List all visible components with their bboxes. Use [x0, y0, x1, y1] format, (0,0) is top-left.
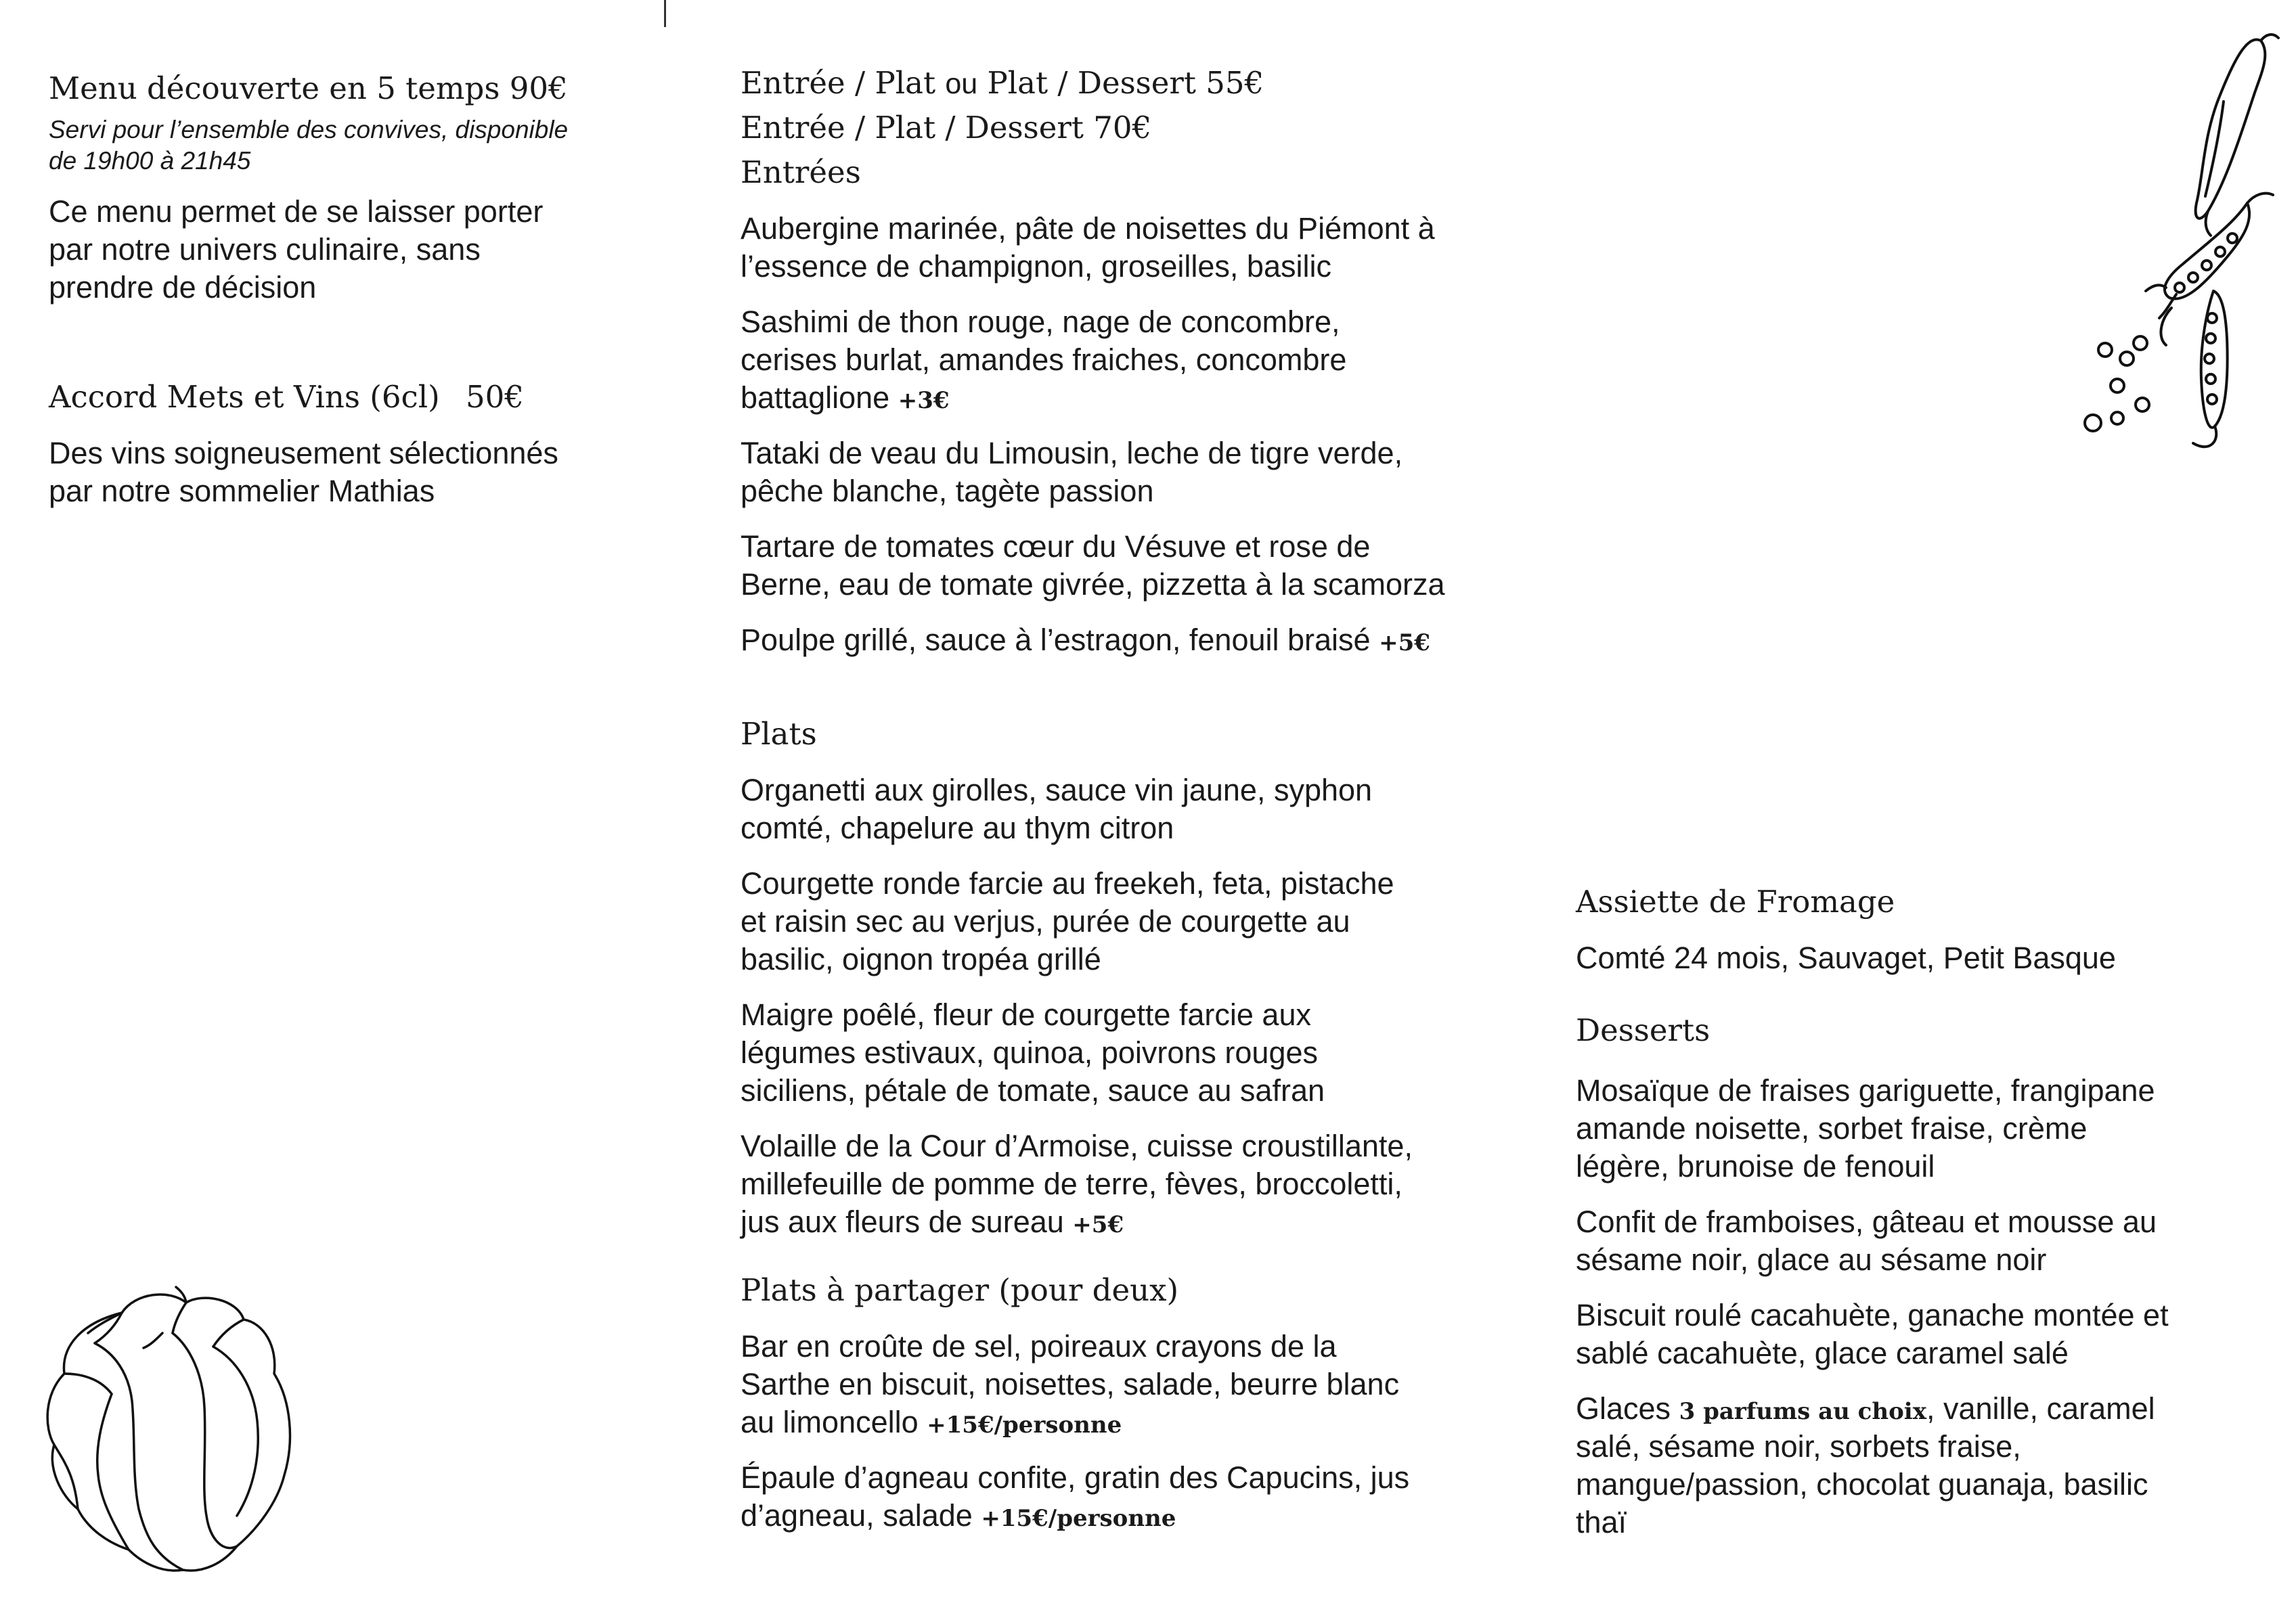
fromage-title: Assiette de Fromage: [1576, 884, 1895, 920]
formula-1: [741, 61, 1264, 106]
plat-4-line2: millefeuille de pomme de terre, fèves, broccoletti,: [741, 1167, 1403, 1201]
dessert-3-line2: sablé cacahuète, glace caramel salé: [1576, 1336, 2069, 1370]
entree-5-line1: [741, 621, 1430, 662]
entree-2-line3: [741, 379, 950, 420]
entree-2-extra: +3€: [898, 387, 950, 414]
dessert-1-line2: amande noisette, sorbet fraise, crème: [1576, 1111, 2088, 1146]
entree-5-extra: +5€: [1379, 629, 1430, 656]
entree-5-text: Poulpe grillé, sauce à l’estragon, fenouil braisé: [741, 623, 1371, 657]
entree-2-line2: cerises burlat, amandes fraiches, concombre: [741, 342, 1347, 377]
dessert-2-line1: Confit de framboises, gâteau et mousse au: [1576, 1204, 2157, 1239]
entrees-title: Entrées: [741, 154, 861, 190]
formula-1-a: Entrée / Plat: [741, 65, 936, 101]
dessert-4-line1: [1576, 1390, 2155, 1431]
fold-mark: [664, 0, 666, 27]
plat-1-line2: comté, chapelure au thym citron: [741, 811, 1174, 845]
pepper-sketch-icon: [20, 1272, 311, 1590]
plat-2-line1: Courgette ronde farcie au freekeh, feta, pistache: [741, 866, 1394, 901]
partager-1-line3: [741, 1403, 1122, 1444]
decouverte-desc-line3: prendre de décision: [49, 270, 317, 305]
entree-3-line1: Tataki de veau du Limousin, leche de tigre verde,: [741, 436, 1403, 470]
accord-title-text: Accord Mets et Vins (6cl): [49, 379, 440, 415]
accord-desc-line2: par notre sommelier Mathias: [49, 474, 435, 508]
plat-4-extra: +5€: [1072, 1211, 1124, 1238]
decouverte-title: Menu découverte en 5 temps 90€: [49, 70, 568, 106]
partager-1-line2: Sarthe en biscuit, noisettes, salade, beurre blanc: [741, 1367, 1400, 1401]
dessert-3-line1: Biscuit roulé cacahuète, ganache montée et: [1576, 1298, 2169, 1332]
plat-3-line3: siciliens, pétale de tomate, sauce au safran: [741, 1073, 1325, 1108]
entree-4-line2: Berne, eau de tomate givrée, pizzetta à la scamorza: [741, 567, 1445, 602]
formula-1-b: Plat / Dessert 55€: [987, 65, 1264, 101]
partager-1-extra: +15€/personne: [927, 1412, 1122, 1439]
accord-price: 50€: [465, 379, 524, 415]
plat-3-line1: Maigre poêlé, fleur de courgette farcie aux: [741, 997, 1311, 1032]
plats-title: Plats: [741, 716, 817, 752]
dessert-4-prefix: Glaces: [1576, 1391, 1671, 1426]
formula-1-ou: ou: [945, 68, 978, 100]
dessert-4-suffix: , vanille, caramel: [1926, 1391, 2155, 1426]
plat-4-line1: Volaille de la Cour d’Armoise, cuisse croustillante,: [741, 1129, 1413, 1163]
entree-2-line3-text: battaglione: [741, 380, 890, 415]
partager-title: Plats à partager (pour deux): [741, 1272, 1179, 1308]
decouverte-note-line2: de 19h00 à 21h45: [49, 147, 251, 175]
accord-title: [49, 375, 524, 420]
desserts-title: Desserts: [1576, 1012, 1710, 1048]
entree-4-line1: Tartare de tomates cœur du Vésuve et rose de: [741, 529, 1371, 564]
pea-pods-sketch-icon: [2058, 20, 2288, 453]
fromage-desc: Comté 24 mois, Sauvaget, Petit Basque: [1576, 941, 2116, 975]
decouverte-desc-line1: Ce menu permet de se laisser porter: [49, 194, 544, 229]
dessert-4-line3: mangue/passion, chocolat guanaja, basilic: [1576, 1467, 2148, 1502]
partager-2-line2: [741, 1497, 1176, 1537]
entree-3-line2: pêche blanche, tagète passion: [741, 474, 1154, 508]
dessert-1-line1: Mosaïque de fraises gariguette, frangipane: [1576, 1073, 2155, 1108]
entree-1-line2: l’essence de champignon, groseilles, basilic: [741, 249, 1331, 284]
accord-desc-line1: Des vins soigneusement sélectionnés: [49, 436, 558, 470]
dessert-4-line4: thaï: [1576, 1505, 1627, 1539]
decouverte-note-line1: Servi pour l’ensemble des convives, disponible: [49, 116, 569, 143]
formula-2: Entrée / Plat / Dessert 70€: [741, 110, 1152, 145]
plat-2-line2: et raisin sec au verjus, purée de courgette au: [741, 904, 1350, 939]
partager-1-line3-text: au limoncello: [741, 1405, 919, 1439]
plat-4-line3: [741, 1203, 1124, 1244]
entree-2-line1: Sashimi de thon rouge, nage de concombre,: [741, 305, 1340, 339]
partager-1-line1: Bar en croûte de sel, poireaux crayons de la: [741, 1329, 1337, 1364]
plat-3-line2: légumes estivaux, quinoa, poivrons rouges: [741, 1035, 1319, 1070]
dessert-2-line2: sésame noir, glace au sésame noir: [1576, 1242, 2047, 1277]
entree-1-line1: Aubergine marinée, pâte de noisettes du Piémont à: [741, 211, 1435, 246]
partager-2-line2-text: d’agneau, salade: [741, 1498, 973, 1533]
partager-2-line1: Épaule d’agneau confite, gratin des Capucins, jus: [741, 1460, 1410, 1495]
dessert-4-line2: salé, sésame noir, sorbets fraise,: [1576, 1429, 2021, 1464]
plat-2-line3: basilic, oignon tropéa grillé: [741, 942, 1101, 976]
partager-2-extra: +15€/personne: [981, 1505, 1176, 1532]
decouverte-desc-line2: par notre univers culinaire, sans: [49, 232, 481, 267]
dessert-4-bold: 3 parfums au choix: [1679, 1398, 1926, 1425]
plat-4-line3-text: jus aux fleurs de sureau: [741, 1204, 1064, 1239]
plat-1-line1: Organetti aux girolles, sauce vin jaune, syphon: [741, 773, 1373, 807]
dessert-1-line3: légère, brunoise de fenouil: [1576, 1149, 1935, 1184]
